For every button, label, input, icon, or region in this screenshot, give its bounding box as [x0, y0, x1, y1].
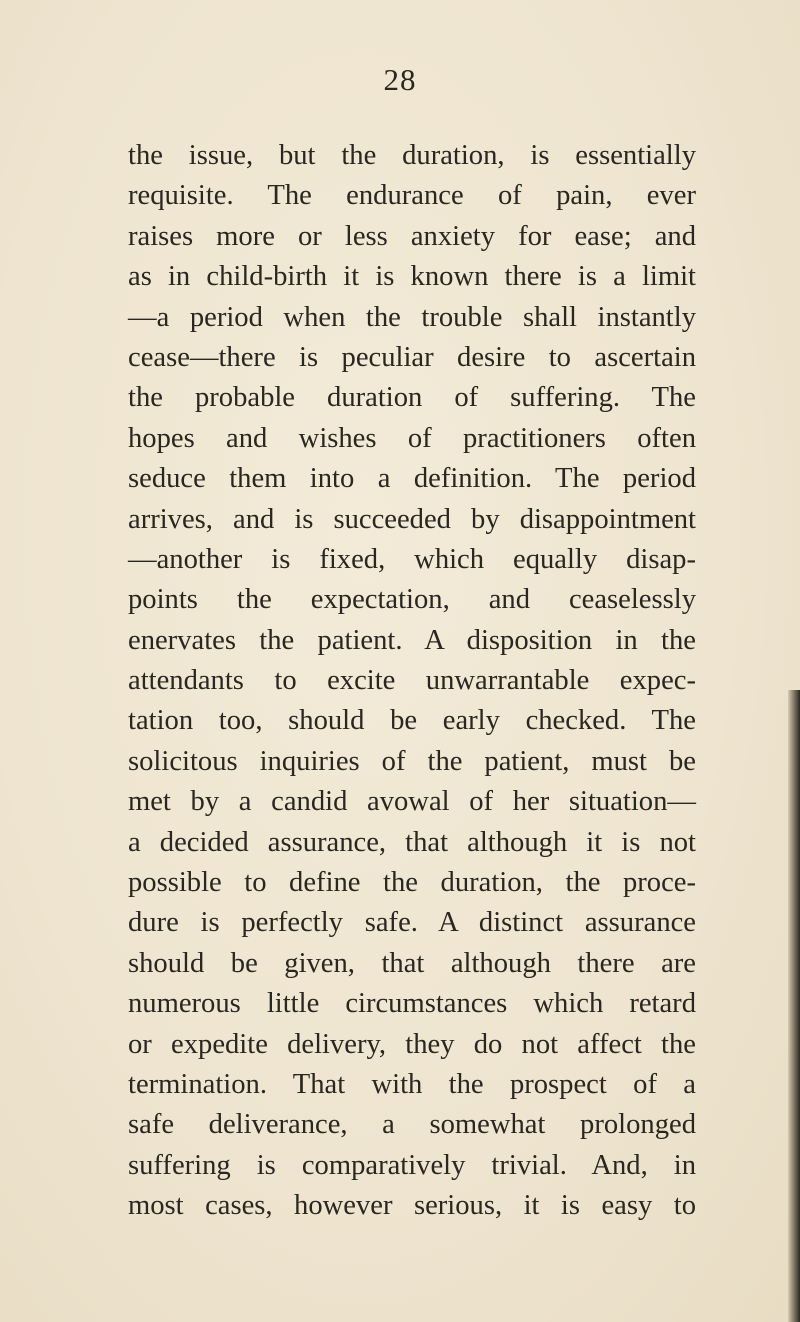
text-line: numerous little circumstances which retard [128, 988, 696, 1020]
text-line: suffering is comparatively trivial. And, in [128, 1149, 696, 1181]
text-line: solicitous inquiries of the patient, must be [128, 745, 696, 777]
text-line: safe deliverance, a somewhat prolonged [128, 1109, 696, 1141]
page-number: 28 [383, 62, 417, 97]
text-line: should be given, that although there are [128, 947, 696, 979]
text-line: dure is perfectly safe. A distinct assurance [128, 907, 696, 939]
text-line: enervates the patient. A disposition in the [128, 624, 696, 656]
text-line: the probable duration of suffering. The [128, 382, 696, 414]
text-line: cease—there is peculiar desire to ascertain [128, 341, 696, 373]
text-line: points the expectation, and ceaselessly [128, 584, 696, 616]
text-line: most cases, however serious, it is easy to [128, 1190, 696, 1222]
text-line: as in child-birth it is known there is a limit [128, 261, 696, 293]
text-line: —another is fixed, which equally disap- [128, 543, 696, 575]
text-line: termination. That with the prospect of a [128, 1068, 696, 1100]
text-line: hopes and wishes of practitioners often [128, 422, 696, 454]
text-line: attendants to excite unwarrantable expec- [128, 665, 696, 697]
text-line: requisite. The endurance of pain, ever [128, 180, 696, 212]
text-line: a decided assurance, that although it is not [128, 826, 696, 858]
text-line: tation too, should be early checked. The [128, 705, 696, 737]
body-text [128, 136, 696, 1227]
text-line: raises more or less anxiety for ease; and [128, 220, 696, 252]
text-line: possible to define the duration, the proce- [128, 867, 696, 899]
text-line: arrives, and is succeeded by disappointment [128, 503, 696, 535]
text-line: —a period when the trouble shall instantly [128, 301, 696, 333]
page-edge-shadow [788, 690, 800, 1322]
text-line: met by a candid avowal of her situation— [128, 786, 696, 818]
text-line: seduce them into a definition. The period [128, 463, 696, 495]
text-line: or expedite delivery, they do not affect the [128, 1028, 696, 1060]
text-line: the issue, but the duration, is essentially [128, 140, 696, 171]
